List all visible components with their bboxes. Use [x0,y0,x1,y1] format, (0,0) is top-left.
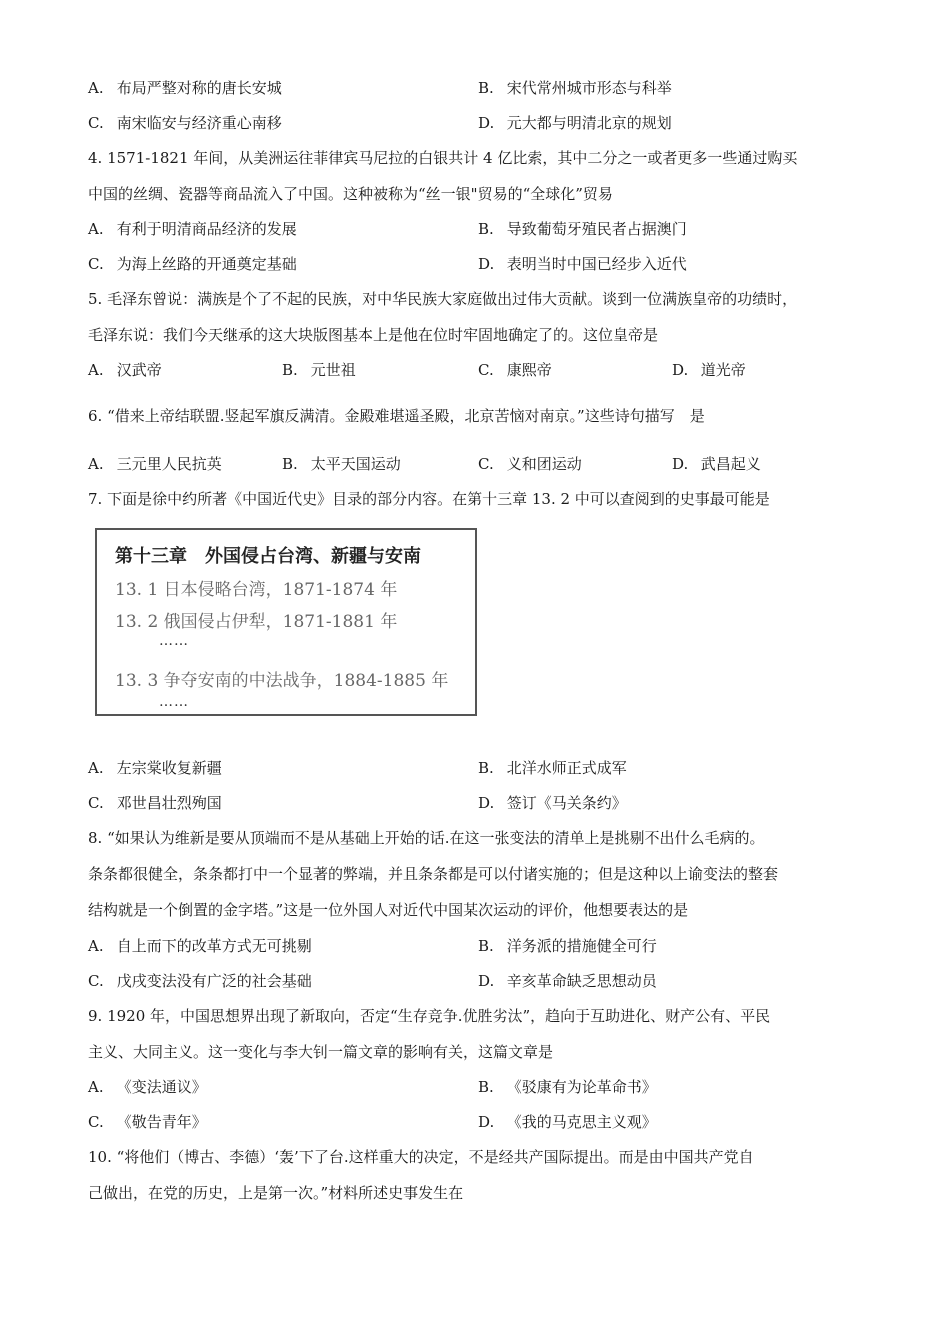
q6-option-d: D. 武昌起义 [672,455,761,473]
q3-option-b: B. 宋代常州城市形态与科举 [478,79,672,97]
q8-stem-line-1: 8. “如果认为维新是要从顶端而不是从基础上开始的话.在这一张变法的清单上是挑剔不出什么毛病的。 [88,829,765,847]
q9-option-a: A. 《变法通议》 [88,1078,207,1096]
q4-option-b: B. 导致葡萄牙殖民者占据澳门 [478,220,687,238]
toc-chapter-title: 第十三章 外国侵占台湾、新疆与安南 [115,546,421,567]
q8-option-c: C. 戊戌变法没有广泛的社会基础 [88,972,312,990]
q9-option-d: D. 《我的马克思主义观》 [478,1113,657,1131]
q9-option-b: B. 《驳康有为论革命书》 [478,1078,657,1096]
toc-item-13-1: 13. 1 日本侵略台湾，1871-1874 年 [115,580,398,600]
q8-option-d: D. 辛亥革命缺乏思想动员 [478,972,657,990]
q7-option-d: D. 签订《马关条约》 [478,794,627,812]
q4-stem-line-2: 中国的丝绸、瓷器等商品流入了中国。这种被称为“丝一银"贸易的“全球化”贸易 [88,185,613,203]
q10-stem-line-1: 10. “将他们（博古、李德）‘轰’下了台.这样重大的决定，不是经共产国际提出。而是由中国共产党自 [88,1148,754,1166]
toc-item-13-3: 13. 3 争夺安南的中法战争，1884-1885 年 [115,671,449,691]
q7-option-a: A. 左宗棠收复新疆 [88,759,222,777]
q7-option-b: B. 北洋水师正式成军 [478,759,627,777]
toc-ellipsis-1: …… [159,633,189,649]
toc-ellipsis-2: …… [159,694,189,710]
q6-stem-line-1: 6. “借来上帝结联盟.竖起军旗反满清。金殿难堪遥圣殿，北京苦恼对南京。”这些诗句描写 是 [88,407,705,425]
q7-option-c: C. 邓世昌壮烈殉国 [88,794,222,812]
q8-option-b: B. 洋务派的措施健全可行 [478,937,657,955]
q5-option-b: B. 元世祖 [282,361,356,379]
q3-option-c: C. 南宋临安与经济重心南移 [88,114,282,132]
q5-option-d: D. 道光帝 [672,361,746,379]
q6-option-b: B. 太平天国运动 [282,455,401,473]
toc-excerpt-box [95,528,477,716]
q5-stem-line-2: 毛泽东说：我们今天继承的这大块版图基本上是他在位时牢固地确定了的。这位皇帝是 [88,326,659,344]
q4-stem-line-1: 4. 1571-1821 年间，从美洲运往菲律宾马尼拉的白银共计 4 亿比索，其中二分之一或者更多一些通过购买 [88,149,798,167]
q4-option-c: C. 为海上丝路的开通奠定基础 [88,255,297,273]
q4-option-a: A. 有利于明清商品经济的发展 [88,220,297,238]
q9-option-c: C. 《敬告青年》 [88,1113,207,1131]
toc-item-13-2: 13. 2 俄国侵占伊犁，1871-1881 年 [115,612,398,632]
q9-stem-line-2: 主义、大同主义。这一变化与李大钊一篇文章的影响有关，这篇文章是 [88,1043,554,1061]
q9-stem-line-1: 9. 1920 年，中国思想界出现了新取向，否定“生存竞争.优胜劣汰”，趋向于互助进化、财产公有、平民 [88,1007,771,1025]
q5-option-a: A. 汉武帝 [88,361,162,379]
q10-stem-line-2: 己做出，在党的历史，上是第一次。”材料所述史事发生在 [88,1184,464,1202]
q6-option-a: A. 三元里人民抗英 [88,455,222,473]
q6-option-c: C. 义和团运动 [478,455,582,473]
q5-option-c: C. 康熙帝 [478,361,552,379]
q7-stem-line-1: 7. 下面是徐中约所著《中国近代史》目录的部分内容。在第十三章 13. 2 中可以查阅到的史事最可能是 [88,490,770,508]
q8-stem-line-3: 结构就是一个倒置的金字塔。”这是一位外国人对近代中国某次运动的评价，他想要表达的是 [88,901,689,919]
q5-stem-line-1: 5. 毛泽东曾说：满族是个了不起的民族，对中华民族大家庭做出过伟大贡献。谈到一位满族皇帝的功绩时， [88,290,798,308]
q3-option-d: D. 元大都与明清北京的规划 [478,114,672,132]
q8-stem-line-2: 条条都很健全，条条都打中一个显著的弊端，并且条条都是可以付诸实施的；但是这种以上谕变法的整套 [88,865,779,883]
q4-option-d: D. 表明当时中国已经步入近代 [478,255,687,273]
q3-option-a: A. 布局严整对称的唐长安城 [88,79,282,97]
q8-option-a: A. 自上而下的改革方式无可挑剔 [88,937,312,955]
